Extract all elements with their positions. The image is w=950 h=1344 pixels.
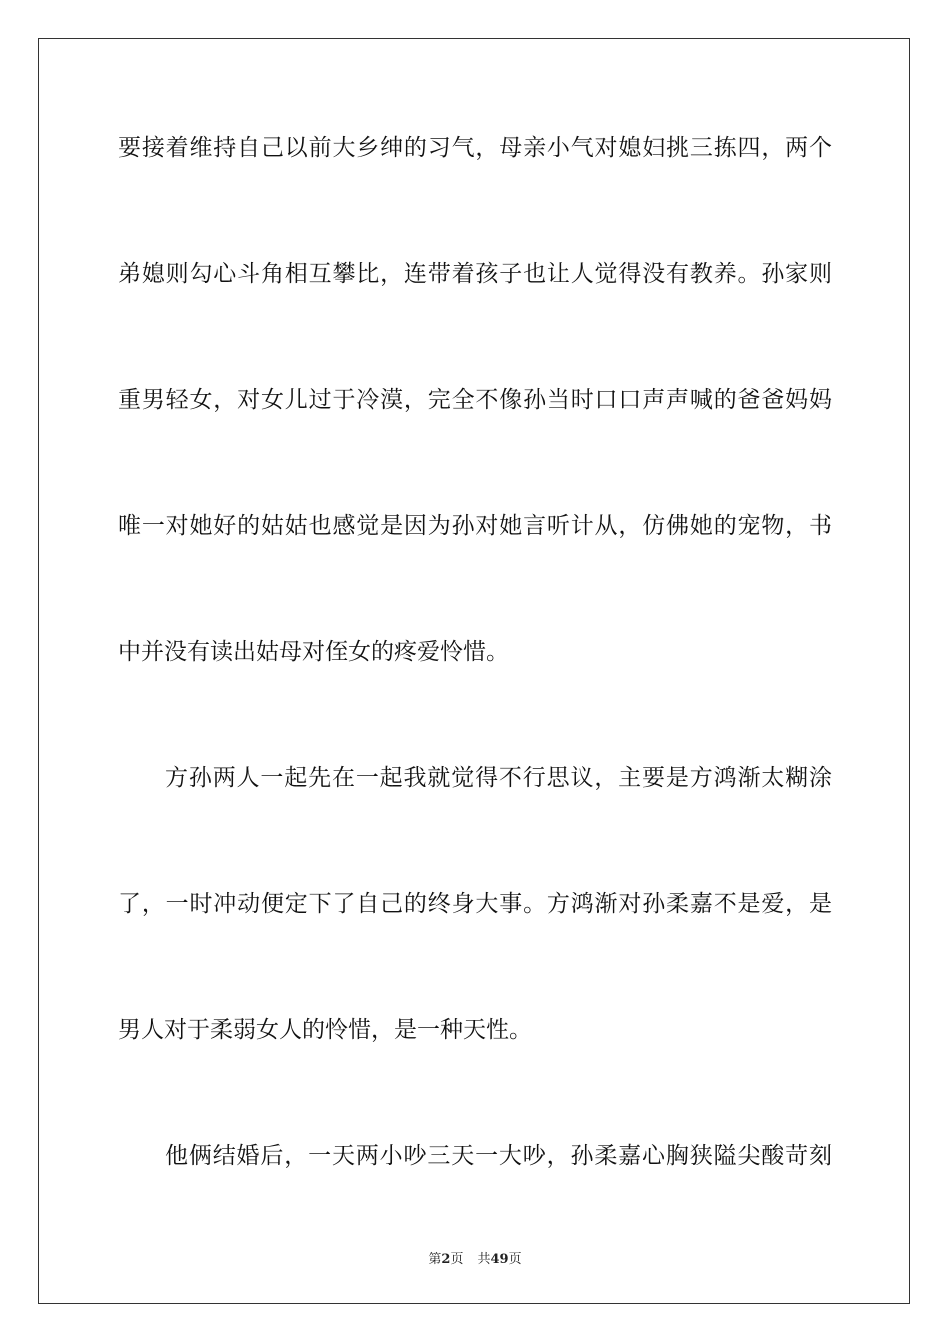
text-line-7: 了，一时冲动便定下了自己的终身大事。方鸿渐对孙柔嘉不是爱，是 — [118, 891, 832, 917]
total-prefix: 共 — [477, 1252, 491, 1267]
text-line-2: 弟媳则勾心斗角相互攀比，连带着孩子也让人觉得没有教养。孙家则 — [118, 261, 832, 287]
text-line-1: 要接着维持自己以前大乡绅的习气，母亲小气对媳妇挑三拣四，两个 — [118, 135, 832, 161]
total-pages: 49 — [490, 1252, 509, 1267]
page-suffix: 页 — [450, 1252, 464, 1267]
page-footer — [0, 1248, 950, 1267]
text-line-4: 唯一对她好的姑姑也感觉是因为孙对她言听计从，仿佛她的宠物，书 — [118, 513, 832, 539]
page-prefix: 第 — [428, 1252, 442, 1267]
page-number: 2 — [441, 1252, 451, 1267]
text-line-3: 重男轻女，对女儿过于冷漠，完全不像孙当时口口声声喊的爸爸妈妈 — [118, 387, 832, 413]
text-line-6: 方孙两人一起先在一起我就觉得不行思议，主要是方鸿渐太糊涂 — [165, 765, 832, 791]
total-suffix: 页 — [508, 1252, 522, 1267]
text-line-5: 中并没有读出姑母对侄女的疼爱怜惜。 — [118, 639, 509, 665]
text-line-9: 他俩结婚后，一天两小吵三天一大吵，孙柔嘉心胸狭隘尖酸苛刻 — [165, 1143, 832, 1169]
text-line-8: 男人对于柔弱女人的怜惜，是一种天性。 — [118, 1017, 532, 1043]
